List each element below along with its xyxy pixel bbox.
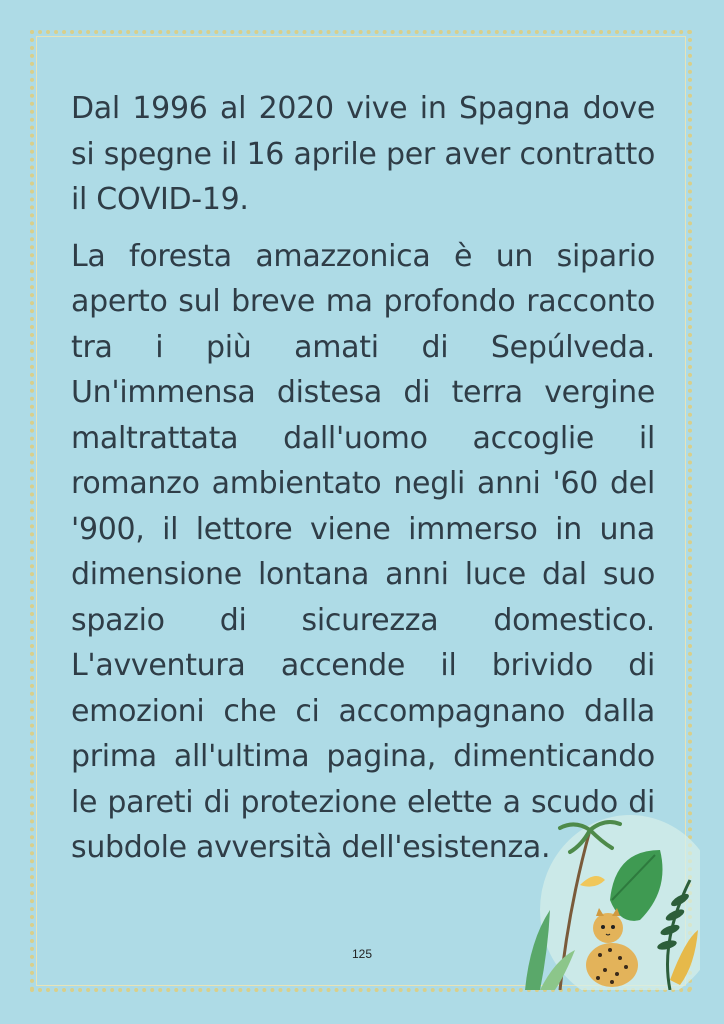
jungle-illustration bbox=[520, 790, 700, 990]
page-number: 125 bbox=[351, 947, 373, 961]
paragraph-1: Dal 1996 al 2020 vive in Spagna dove si spegne il 16 aprile per aver contratto il COVID-19. bbox=[71, 91, 655, 217]
paragraph-2: La foresta amazzonica è un sipario aperto sul breve ma profondo racconto tra i più amati di Sepúlveda. Un'immensa distesa di terra vergine maltrattata dall'uomo accoglie il romanzo ambientato negli anni '60 del '900, il lettore viene immerso in una dimensione lontana anni luce dal suo spazio di sicurezza domestico. L'avventura accende il brivido di emozioni che ci accompagnano dalla prima all'ultima pagina, dimenticando le pareti di protezione elette a scudo di subdole avversità dell'esistenza. bbox=[71, 238, 655, 865]
body-text bbox=[71, 86, 655, 882]
